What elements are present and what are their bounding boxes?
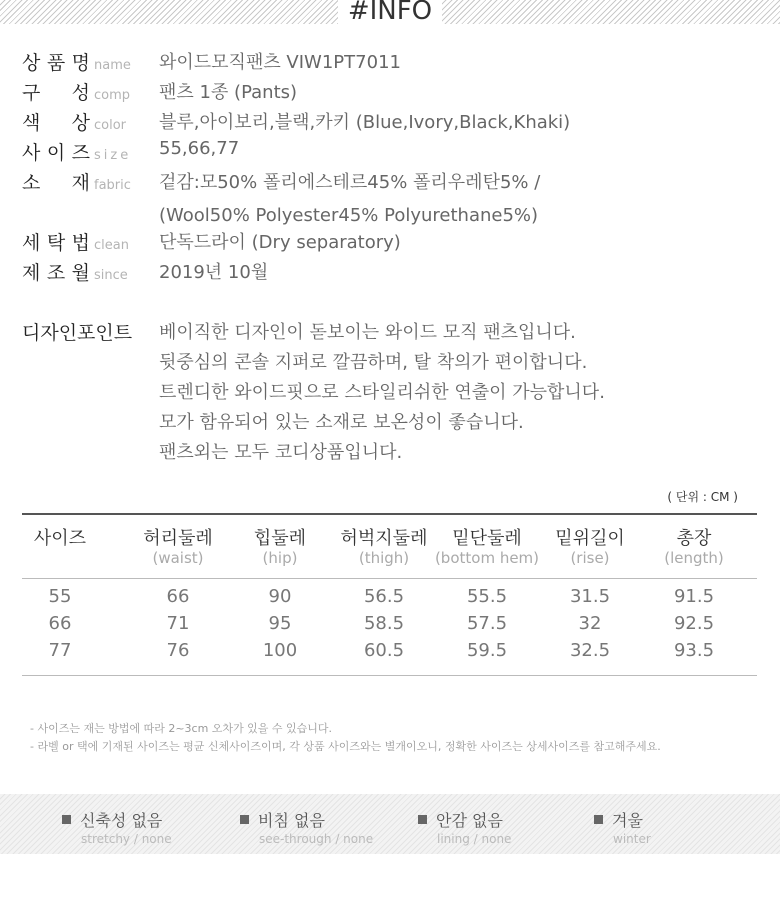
info-label-char: 상 bbox=[22, 52, 41, 74]
feature-item bbox=[418, 808, 511, 846]
design-line: 뒷중심의 콘솔 지퍼로 깔끔하며, 탈 착의가 편이합니다. bbox=[159, 352, 588, 373]
size-note: - 라벨 or 택에 기재된 사이즈는 평균 신체사이즈이며, 각 상품 사이즈와는 별개이오니, 정확한 사이즈는 상세사이즈를 참고해주세요. bbox=[30, 740, 661, 753]
feature-item bbox=[594, 808, 651, 846]
design-point-label: 디자인포인트 bbox=[22, 322, 133, 344]
info-label bbox=[22, 78, 90, 105]
info-sub-label: color bbox=[94, 118, 127, 133]
info-label-char: 색 bbox=[22, 112, 41, 134]
size-note: - 사이즈는 재는 방법에 따라 2~3cm 오차가 있을 수 있습니다. bbox=[30, 722, 333, 735]
feature-sublabel: winter bbox=[613, 832, 651, 846]
info-label-char: 탁 bbox=[46, 232, 66, 254]
feature-label: 안감 없음 bbox=[436, 811, 503, 830]
table-cell: 31.5 bbox=[569, 586, 611, 607]
table-cell: 95 bbox=[268, 613, 292, 634]
info-value: 2019년 10월 bbox=[159, 262, 269, 283]
info-row bbox=[22, 138, 240, 168]
table-cell: 32.5 bbox=[569, 640, 611, 661]
info-label-char: 제 bbox=[22, 262, 41, 284]
table-cell: 58.5 bbox=[363, 613, 405, 634]
column-subheader: (hip) bbox=[262, 549, 298, 567]
column-header: 밑위길이 bbox=[555, 528, 625, 549]
info-value-continued: (Wool50% Polyester45% Polyurethane5%) bbox=[159, 205, 539, 226]
feature-title bbox=[240, 808, 373, 831]
page-title bbox=[0, 0, 780, 26]
info-sub-label: name bbox=[94, 58, 131, 73]
table-bottom-border bbox=[22, 675, 757, 676]
info-value: 팬츠 1종 (Pants) bbox=[159, 82, 298, 103]
feature-sublabel: see-through / none bbox=[259, 832, 374, 846]
table-cell: 93.5 bbox=[673, 640, 715, 661]
table-cell: 71 bbox=[166, 613, 190, 634]
column-header: 허벅지둘레 bbox=[340, 528, 428, 549]
feature-label: 겨울 bbox=[612, 811, 643, 830]
page-title-text: #INFO bbox=[338, 0, 442, 26]
feature-title bbox=[62, 808, 172, 831]
info-label-char: 세 bbox=[22, 232, 41, 254]
square-bullet-icon bbox=[62, 815, 71, 824]
info-label-char: 성 bbox=[71, 82, 90, 104]
info-label-char: 품 bbox=[46, 52, 66, 74]
column-subheader: (rise) bbox=[570, 549, 610, 567]
feature-label: 신축성 없음 bbox=[80, 811, 163, 830]
design-line: 트렌디한 와이드핏으로 스타일리쉬한 연출이 가능합니다. bbox=[159, 382, 605, 403]
info-row bbox=[22, 108, 571, 138]
info-row bbox=[22, 168, 541, 198]
table-cell: 100 bbox=[262, 640, 298, 661]
table-cell: 77 bbox=[48, 640, 72, 661]
table-cell: 66 bbox=[166, 586, 190, 607]
feature-label: 비침 없음 bbox=[258, 811, 325, 830]
table-cell: 57.5 bbox=[466, 613, 508, 634]
feature-title bbox=[594, 808, 651, 831]
info-value: 블루,아이보리,블랙,카키 (Blue,Ivory,Black,Khaki) bbox=[159, 112, 571, 133]
info-label-char: 구 bbox=[22, 82, 41, 104]
info-row bbox=[22, 78, 298, 108]
info-value: 단독드라이 (Dry separatory) bbox=[159, 232, 401, 253]
info-label-char: 이 bbox=[46, 142, 66, 164]
info-value: 55,66,77 bbox=[159, 138, 240, 159]
square-bullet-icon bbox=[418, 815, 427, 824]
design-line: 베이직한 디자인이 돋보이는 와이드 모직 팬츠입니다. bbox=[159, 322, 576, 343]
info-label-char: 법 bbox=[71, 232, 90, 254]
size-unit: ( 단위 : CM ) bbox=[667, 490, 738, 504]
table-cell: 32 bbox=[578, 613, 602, 634]
column-subheader: (bottom hem) bbox=[434, 549, 540, 567]
info-label-char: 즈 bbox=[71, 142, 90, 164]
column-subheader: (waist) bbox=[152, 549, 204, 567]
feature-item bbox=[62, 808, 172, 846]
info-sub-label: since bbox=[94, 268, 128, 283]
column-subheader: (thigh) bbox=[358, 549, 410, 567]
info-label-char: 사 bbox=[22, 142, 41, 164]
info-label bbox=[22, 228, 90, 255]
info-label bbox=[22, 258, 90, 285]
column-header: 사이즈 bbox=[33, 528, 87, 549]
feature-title bbox=[418, 808, 511, 831]
info-row bbox=[22, 228, 401, 258]
design-line: 모가 함유되어 있는 소재로 보온성이 좋습니다. bbox=[159, 412, 524, 433]
table-cell: 55.5 bbox=[466, 586, 508, 607]
info-label bbox=[22, 48, 90, 75]
info-label-char: 명 bbox=[71, 52, 90, 74]
column-header: 힙둘레 bbox=[253, 528, 307, 549]
column-header: 허리둘레 bbox=[143, 528, 213, 549]
info-label-char: 월 bbox=[71, 262, 90, 284]
info-label bbox=[22, 108, 90, 135]
info-label bbox=[22, 168, 90, 195]
square-bullet-icon bbox=[240, 815, 249, 824]
column-subheader: (length) bbox=[664, 549, 724, 567]
column-header: 밑단둘레 bbox=[452, 528, 522, 549]
design-line: 팬츠외는 모두 코디상품입니다. bbox=[159, 442, 403, 463]
info-sub-label: clean bbox=[94, 238, 129, 253]
square-bullet-icon bbox=[594, 815, 603, 824]
table-cell: 91.5 bbox=[673, 586, 715, 607]
table-cell: 76 bbox=[166, 640, 190, 661]
feature-sublabel: stretchy / none bbox=[81, 832, 172, 846]
table-cell: 92.5 bbox=[673, 613, 715, 634]
column-header: 총장 bbox=[676, 528, 712, 549]
table-header-divider bbox=[22, 578, 757, 579]
info-label-char: 상 bbox=[71, 112, 90, 134]
table-cell: 66 bbox=[48, 613, 72, 634]
table-top-border bbox=[22, 513, 757, 515]
info-row bbox=[22, 48, 401, 78]
table-cell: 56.5 bbox=[363, 586, 405, 607]
info-label-char: 조 bbox=[46, 262, 66, 284]
info-label bbox=[22, 138, 90, 165]
info-sub-label: comp bbox=[94, 88, 131, 103]
table-cell: 59.5 bbox=[466, 640, 508, 661]
table-cell: 60.5 bbox=[363, 640, 405, 661]
info-value: 와이드모직팬츠 VIW1PT7011 bbox=[159, 52, 401, 73]
info-row bbox=[22, 258, 269, 288]
info-label-char: 재 bbox=[71, 172, 90, 194]
info-value: 겉감:모50% 폴리에스테르45% 폴리우레탄5% / bbox=[159, 172, 541, 193]
table-cell: 90 bbox=[268, 586, 292, 607]
feature-sublabel: lining / none bbox=[437, 832, 512, 846]
info-sub-label: fabric bbox=[94, 178, 131, 193]
info-sub-label: size bbox=[94, 148, 132, 163]
table-cell: 55 bbox=[48, 586, 72, 607]
info-label-char: 소 bbox=[22, 172, 41, 194]
feature-item bbox=[240, 808, 373, 846]
